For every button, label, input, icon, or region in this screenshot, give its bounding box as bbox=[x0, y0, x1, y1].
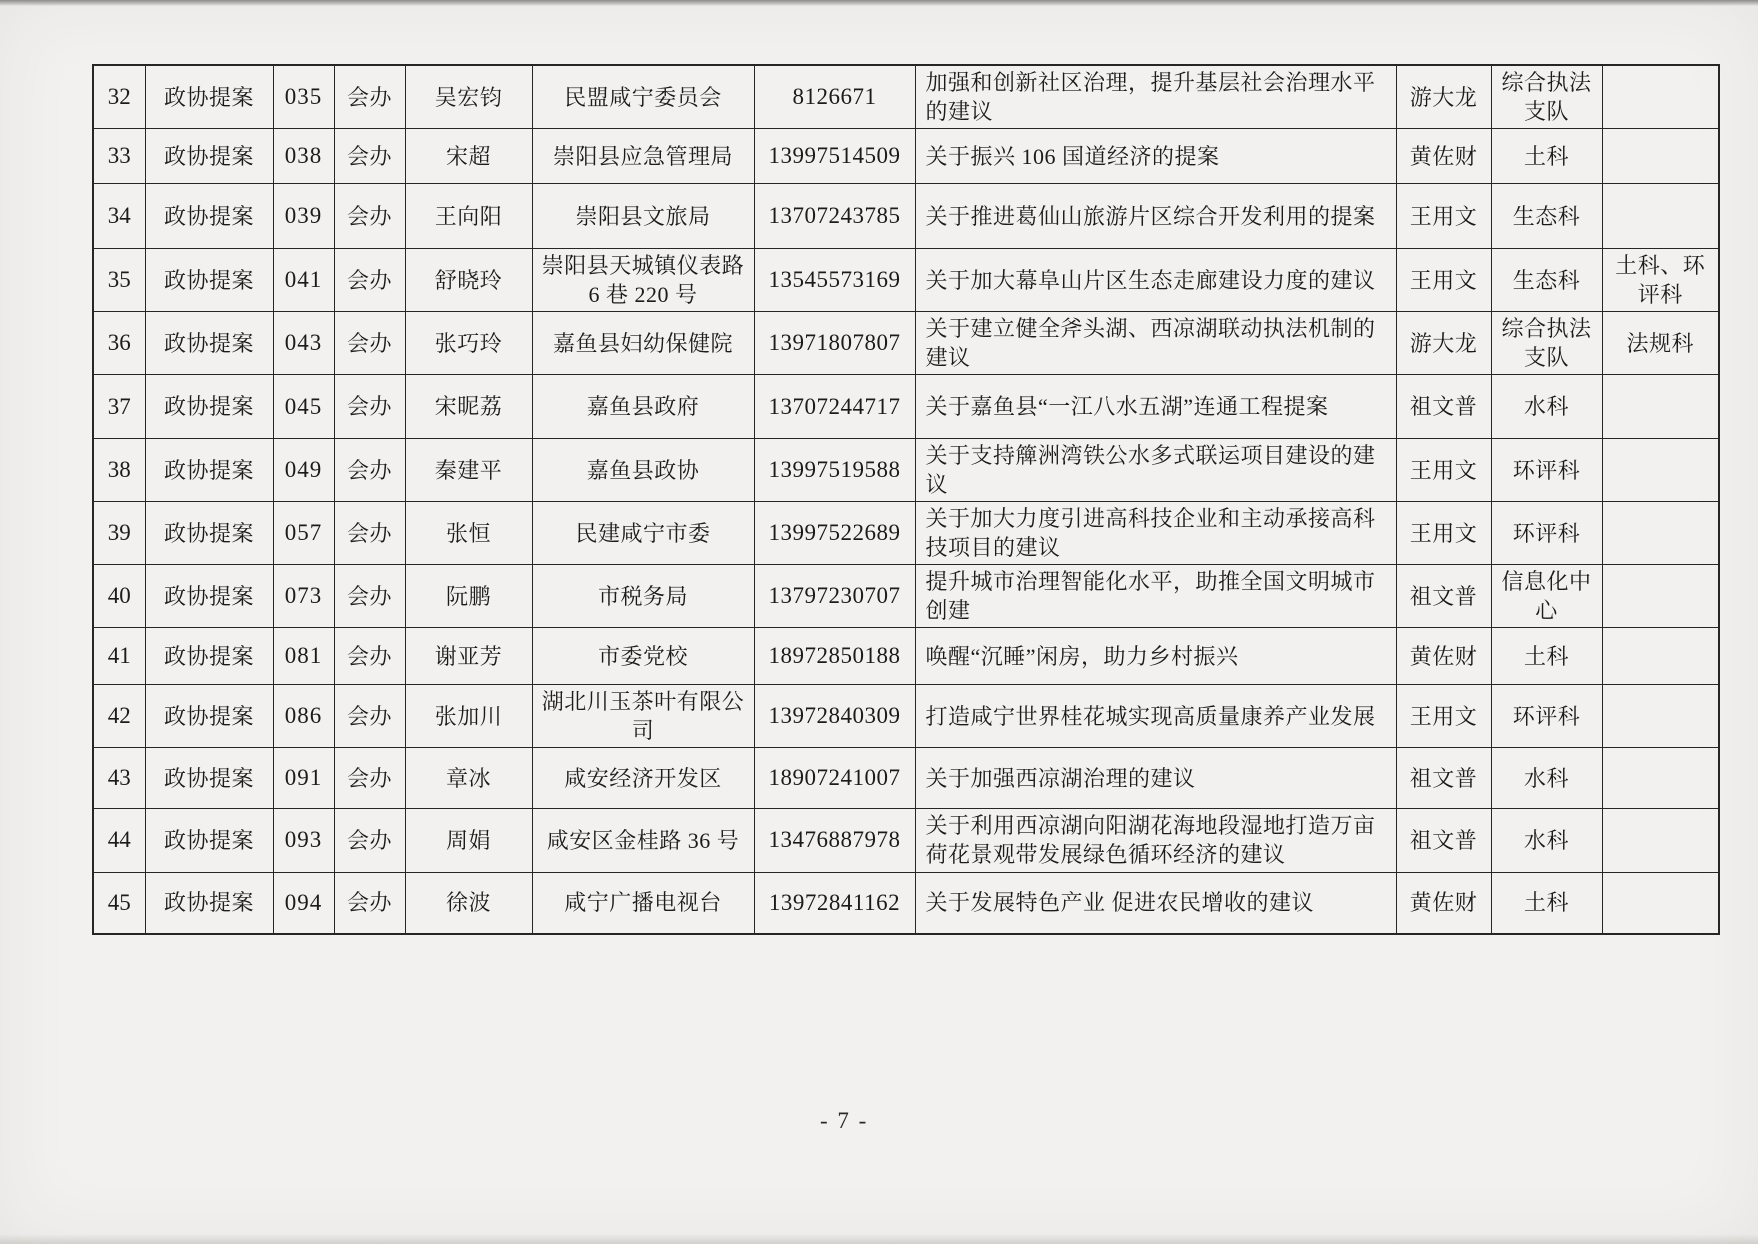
table-cell: 39 bbox=[93, 502, 145, 565]
table-cell: 生态科 bbox=[1491, 249, 1602, 312]
table-cell: 13707244717 bbox=[754, 375, 915, 439]
table-cell: 祖文普 bbox=[1396, 809, 1491, 872]
table-cell: 法规科 bbox=[1602, 312, 1719, 375]
table-cell: 关于支持簰洲湾铁公水多式联运项目建设的建议 bbox=[915, 439, 1396, 502]
table-cell bbox=[1602, 565, 1719, 628]
table-cell: 会办 bbox=[334, 685, 405, 748]
table-cell: 081 bbox=[273, 628, 334, 685]
table-cell: 打造咸宁世界桂花城实现高质量康养产业发展 bbox=[915, 685, 1396, 748]
table-row bbox=[93, 565, 1719, 628]
table-cell: 张巧玲 bbox=[405, 312, 532, 375]
table-cell: 政协提案 bbox=[145, 809, 273, 872]
table-cell: 073 bbox=[273, 565, 334, 628]
table-cell: 政协提案 bbox=[145, 502, 273, 565]
table-cell: 关于利用西凉湖向阳湖花海地段湿地打造万亩荷花景观带发展绿色循环经济的建议 bbox=[915, 809, 1396, 872]
table-cell: 33 bbox=[93, 129, 145, 184]
table-cell: 土科 bbox=[1491, 628, 1602, 685]
table-cell: 生态科 bbox=[1491, 184, 1602, 249]
table-cell: 8126671 bbox=[754, 65, 915, 129]
table-cell: 嘉鱼县妇幼保健院 bbox=[532, 312, 754, 375]
table-cell: 加强和创新社区治理，提升基层社会治理水平的建议 bbox=[915, 65, 1396, 129]
table-cell: 36 bbox=[93, 312, 145, 375]
table-cell: 043 bbox=[273, 312, 334, 375]
table-cell: 水科 bbox=[1491, 375, 1602, 439]
table-row bbox=[93, 249, 1719, 312]
table-cell: 吴宏钧 bbox=[405, 65, 532, 129]
table-cell: 13972841162 bbox=[754, 872, 915, 934]
table-cell: 舒晓玲 bbox=[405, 249, 532, 312]
table-cell: 会办 bbox=[334, 129, 405, 184]
table-row bbox=[93, 312, 1719, 375]
table-cell: 035 bbox=[273, 65, 334, 129]
table-cell: 宋超 bbox=[405, 129, 532, 184]
proposals-table bbox=[92, 64, 1720, 935]
table-row bbox=[93, 439, 1719, 502]
table-row bbox=[93, 748, 1719, 809]
table-cell: 徐波 bbox=[405, 872, 532, 934]
table-cell: 关于推进葛仙山旅游片区综合开发利用的提案 bbox=[915, 184, 1396, 249]
table-cell: 政协提案 bbox=[145, 872, 273, 934]
table-cell: 市税务局 bbox=[532, 565, 754, 628]
table-cell: 政协提案 bbox=[145, 565, 273, 628]
table-row bbox=[93, 872, 1719, 934]
table-cell: 土科、环评科 bbox=[1602, 249, 1719, 312]
table-cell: 038 bbox=[273, 129, 334, 184]
table-cell: 阮鹏 bbox=[405, 565, 532, 628]
table-cell: 王向阳 bbox=[405, 184, 532, 249]
table-cell: 13997522689 bbox=[754, 502, 915, 565]
table-cell: 环评科 bbox=[1491, 685, 1602, 748]
table-cell: 祖文普 bbox=[1396, 565, 1491, 628]
page-number: - 7 - bbox=[820, 1108, 869, 1133]
table-cell: 王用文 bbox=[1396, 439, 1491, 502]
table-cell: 会办 bbox=[334, 565, 405, 628]
table-cell: 关于振兴 106 国道经济的提案 bbox=[915, 129, 1396, 184]
table-cell: 王用文 bbox=[1396, 184, 1491, 249]
table-row bbox=[93, 685, 1719, 748]
table-cell: 咸宁广播电视台 bbox=[532, 872, 754, 934]
table-cell: 信息化中心 bbox=[1491, 565, 1602, 628]
table-cell: 张加川 bbox=[405, 685, 532, 748]
table-cell: 会办 bbox=[334, 312, 405, 375]
table-cell: 18907241007 bbox=[754, 748, 915, 809]
table-cell: 政协提案 bbox=[145, 628, 273, 685]
table-cell: 王用文 bbox=[1396, 502, 1491, 565]
table-cell: 057 bbox=[273, 502, 334, 565]
table-cell: 093 bbox=[273, 809, 334, 872]
table-cell: 13997514509 bbox=[754, 129, 915, 184]
table-cell: 32 bbox=[93, 65, 145, 129]
table-cell: 土科 bbox=[1491, 129, 1602, 184]
table-cell: 会办 bbox=[334, 249, 405, 312]
table-cell: 42 bbox=[93, 685, 145, 748]
table-cell: 政协提案 bbox=[145, 375, 273, 439]
table-cell: 44 bbox=[93, 809, 145, 872]
table-cell: 关于加强西凉湖治理的建议 bbox=[915, 748, 1396, 809]
table-cell: 37 bbox=[93, 375, 145, 439]
table-cell: 崇阳县文旅局 bbox=[532, 184, 754, 249]
table-cell: 18972850188 bbox=[754, 628, 915, 685]
table-cell: 黄佐财 bbox=[1396, 628, 1491, 685]
table-cell: 039 bbox=[273, 184, 334, 249]
table-cell: 谢亚芳 bbox=[405, 628, 532, 685]
table-cell: 嘉鱼县政府 bbox=[532, 375, 754, 439]
table-cell: 嘉鱼县政协 bbox=[532, 439, 754, 502]
table-cell: 环评科 bbox=[1491, 502, 1602, 565]
table-cell: 13997519588 bbox=[754, 439, 915, 502]
table-row bbox=[93, 628, 1719, 685]
scan-bottom-edge bbox=[0, 1234, 1758, 1244]
table-cell: 政协提案 bbox=[145, 685, 273, 748]
table-cell bbox=[1602, 872, 1719, 934]
table-cell bbox=[1602, 439, 1719, 502]
table-cell: 祖文普 bbox=[1396, 375, 1491, 439]
table-cell: 咸安区金桂路 36 号 bbox=[532, 809, 754, 872]
table-cell: 政协提案 bbox=[145, 184, 273, 249]
table-cell: 会办 bbox=[334, 502, 405, 565]
scan-top-edge bbox=[0, 0, 1758, 6]
table-cell: 政协提案 bbox=[145, 748, 273, 809]
table-cell: 崇阳县应急管理局 bbox=[532, 129, 754, 184]
table-cell: 049 bbox=[273, 439, 334, 502]
table-cell: 游大龙 bbox=[1396, 65, 1491, 129]
table-cell: 秦建平 bbox=[405, 439, 532, 502]
table-cell: 13476887978 bbox=[754, 809, 915, 872]
table-cell: 张恒 bbox=[405, 502, 532, 565]
table-cell: 041 bbox=[273, 249, 334, 312]
table-cell: 34 bbox=[93, 184, 145, 249]
table-row bbox=[93, 129, 1719, 184]
table-row bbox=[93, 809, 1719, 872]
table-cell: 40 bbox=[93, 565, 145, 628]
table-cell: 民盟咸宁委员会 bbox=[532, 65, 754, 129]
table-cell bbox=[1602, 375, 1719, 439]
table-cell: 43 bbox=[93, 748, 145, 809]
table-cell: 黄佐财 bbox=[1396, 129, 1491, 184]
table-cell: 会办 bbox=[334, 184, 405, 249]
table-cell bbox=[1602, 65, 1719, 129]
table-cell: 土科 bbox=[1491, 872, 1602, 934]
table-row bbox=[93, 502, 1719, 565]
table-cell: 41 bbox=[93, 628, 145, 685]
table-cell: 会办 bbox=[334, 65, 405, 129]
table-cell: 水科 bbox=[1491, 809, 1602, 872]
table-cell bbox=[1602, 809, 1719, 872]
table-cell bbox=[1602, 129, 1719, 184]
table-row bbox=[93, 375, 1719, 439]
table-cell: 黄佐财 bbox=[1396, 872, 1491, 934]
table-cell: 环评科 bbox=[1491, 439, 1602, 502]
table-cell: 关于嘉鱼县“一江八水五湖”连通工程提案 bbox=[915, 375, 1396, 439]
table-cell: 关于加大力度引进高科技企业和主动承接高科技项目的建议 bbox=[915, 502, 1396, 565]
table-cell: 关于建立健全斧头湖、西凉湖联动执法机制的建议 bbox=[915, 312, 1396, 375]
table-cell: 崇阳县天城镇仪表路 6 巷 220 号 bbox=[532, 249, 754, 312]
table-row bbox=[93, 184, 1719, 249]
table-cell: 091 bbox=[273, 748, 334, 809]
table-body bbox=[93, 65, 1719, 934]
table-cell: 35 bbox=[93, 249, 145, 312]
table-cell bbox=[1602, 628, 1719, 685]
table-cell: 王用文 bbox=[1396, 249, 1491, 312]
table-cell: 水科 bbox=[1491, 748, 1602, 809]
table-cell: 政协提案 bbox=[145, 129, 273, 184]
table-cell: 086 bbox=[273, 685, 334, 748]
table-cell bbox=[1602, 502, 1719, 565]
table-cell: 提升城市治理智能化水平，助推全国文明城市创建 bbox=[915, 565, 1396, 628]
table-cell: 祖文普 bbox=[1396, 748, 1491, 809]
table-cell: 13972840309 bbox=[754, 685, 915, 748]
table-cell: 094 bbox=[273, 872, 334, 934]
table-cell: 会办 bbox=[334, 375, 405, 439]
table-cell: 045 bbox=[273, 375, 334, 439]
table-cell: 45 bbox=[93, 872, 145, 934]
table-cell: 咸安经济开发区 bbox=[532, 748, 754, 809]
table-cell: 唤醒“沉睡”闲房，助力乡村振兴 bbox=[915, 628, 1396, 685]
table-cell: 会办 bbox=[334, 809, 405, 872]
table-row bbox=[93, 65, 1719, 129]
table-cell: 周娟 bbox=[405, 809, 532, 872]
table-cell: 13707243785 bbox=[754, 184, 915, 249]
table-cell: 综合执法支队 bbox=[1491, 312, 1602, 375]
table-cell: 政协提案 bbox=[145, 312, 273, 375]
table-cell: 关于发展特色产业 促进农民增收的建议 bbox=[915, 872, 1396, 934]
table-cell: 13971807807 bbox=[754, 312, 915, 375]
table-cell: 13545573169 bbox=[754, 249, 915, 312]
table-cell: 关于加大幕阜山片区生态走廊建设力度的建议 bbox=[915, 249, 1396, 312]
table-cell: 民建咸宁市委 bbox=[532, 502, 754, 565]
table-cell: 宋昵荔 bbox=[405, 375, 532, 439]
table-cell: 游大龙 bbox=[1396, 312, 1491, 375]
table-cell bbox=[1602, 184, 1719, 249]
table-cell: 会办 bbox=[334, 748, 405, 809]
table-cell: 会办 bbox=[334, 872, 405, 934]
table-cell: 综合执法支队 bbox=[1491, 65, 1602, 129]
table-cell: 会办 bbox=[334, 439, 405, 502]
table-cell: 政协提案 bbox=[145, 439, 273, 502]
table-cell: 湖北川玉茶叶有限公司 bbox=[532, 685, 754, 748]
table-cell: 38 bbox=[93, 439, 145, 502]
table-cell: 会办 bbox=[334, 628, 405, 685]
table-cell: 政协提案 bbox=[145, 249, 273, 312]
table-cell bbox=[1602, 748, 1719, 809]
table-cell: 章冰 bbox=[405, 748, 532, 809]
table-cell bbox=[1602, 685, 1719, 748]
table-cell: 13797230707 bbox=[754, 565, 915, 628]
table-cell: 政协提案 bbox=[145, 65, 273, 129]
table-cell: 市委党校 bbox=[532, 628, 754, 685]
table-cell: 王用文 bbox=[1396, 685, 1491, 748]
